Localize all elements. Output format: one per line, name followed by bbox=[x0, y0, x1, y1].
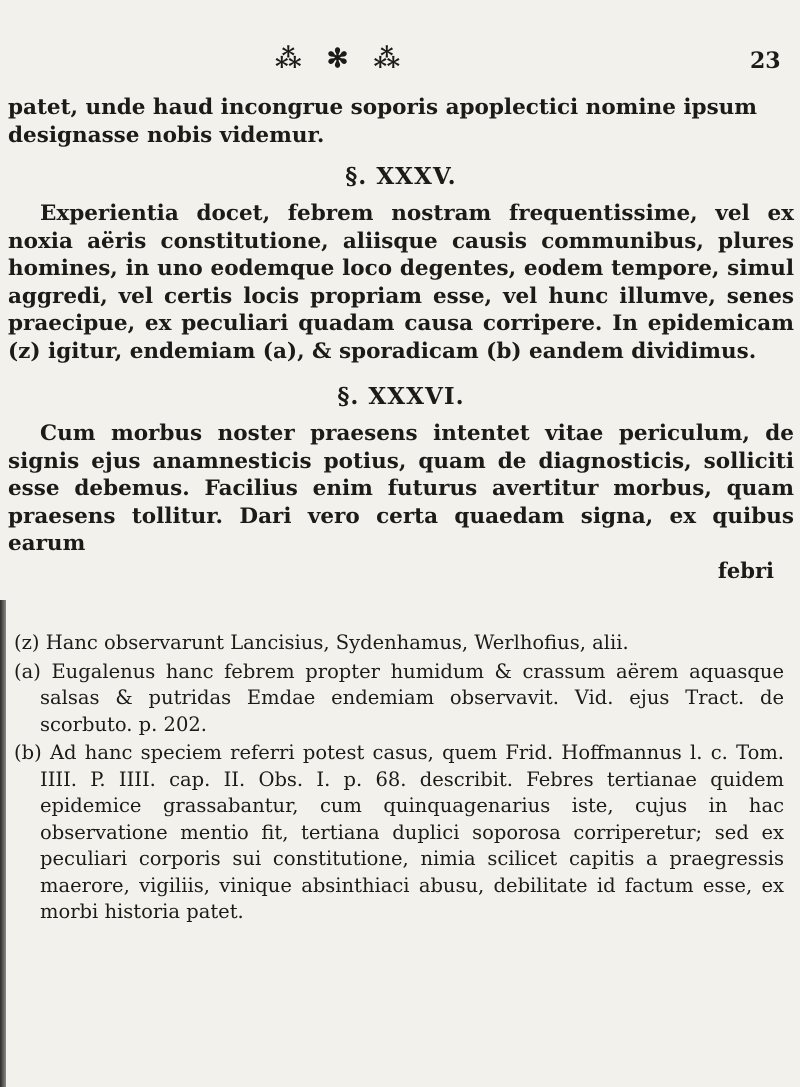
section-heading-36: §. XXXVI. bbox=[337, 383, 465, 410]
footnote-b bbox=[14, 740, 784, 926]
footnote-z bbox=[14, 630, 784, 657]
main-text bbox=[8, 94, 794, 583]
intro-line-1: patet, unde haud incongrue soporis apoplectici nomine ipsum bbox=[8, 95, 758, 120]
footnote-text: Hanc observarunt Lancisius, Sydenhamus, Werlhofius, alii. bbox=[45, 631, 629, 654]
footnote-text: Eugalenus hanc febrem propter humidum & crassum aërem aquasque salsas & putridas Emdae endemiam observavit. Vid. ejus Tract. de scorbuto. p. 202. bbox=[40, 659, 784, 736]
catchword: febri bbox=[717, 557, 774, 583]
footnote-text: Ad hanc speciem referri potest casus, quem Frid. Hoffmannus l. c. Tom. IIII. P. IIII. cap. II. Obs. I. p. 68. describit. Febres tertianae quidem epidemice grassabantur, cum quinquagenarius iste, cujus in hac observatione mentio fit, tertiana duplici soporosa corriperetur; sed ex peculiari corporis sui constitutione, nimia scilicet capitis a praegressis maerore, vigiliis, vinique absinthiaci abusu, debilitate id factum esse, ex morbi historia patet. bbox=[40, 741, 785, 923]
intro-line-2: designasse nobis videmur. bbox=[8, 122, 325, 148]
footnote-mark: (z) bbox=[14, 631, 40, 654]
binding-shadow bbox=[0, 600, 6, 1087]
section-heading-35: §. XXXV. bbox=[345, 163, 457, 190]
footnotes bbox=[14, 630, 784, 928]
footnote-mark: (a) bbox=[14, 659, 41, 683]
footnote-a bbox=[14, 659, 784, 739]
header-ornament: ⁂ ✻ ⁂ bbox=[275, 44, 409, 74]
footnote-mark: (b) bbox=[14, 741, 42, 764]
section-text-36: Cum morbus noster praesens intentet vitae periculum, de signis ejus anamnesticis potius, quam de diagnosticis, solliciti esse debemus. Facilius enim futurus avertitur morbus, quam praesens tollitur. Dari vero certa quaedam signa, ex quibus earum bbox=[8, 421, 794, 556]
section-text-35: Experientia docet, febrem nostram frequentissime, vel ex noxia aëris constitutione, aliisque causis communibus, plures homines, in uno eodemque loco degentes, eodem tempore, simul aggredi, vel certis locis propriam esse, vel hunc illumve, senes praecipue, ex peculiari quadam causa corripere. In epidemicam (z) igitur, endemiam (a), & sporadicam (b) eandem dividimus. bbox=[8, 201, 794, 364]
page-header bbox=[0, 44, 800, 84]
page-number: 23 bbox=[750, 48, 781, 74]
